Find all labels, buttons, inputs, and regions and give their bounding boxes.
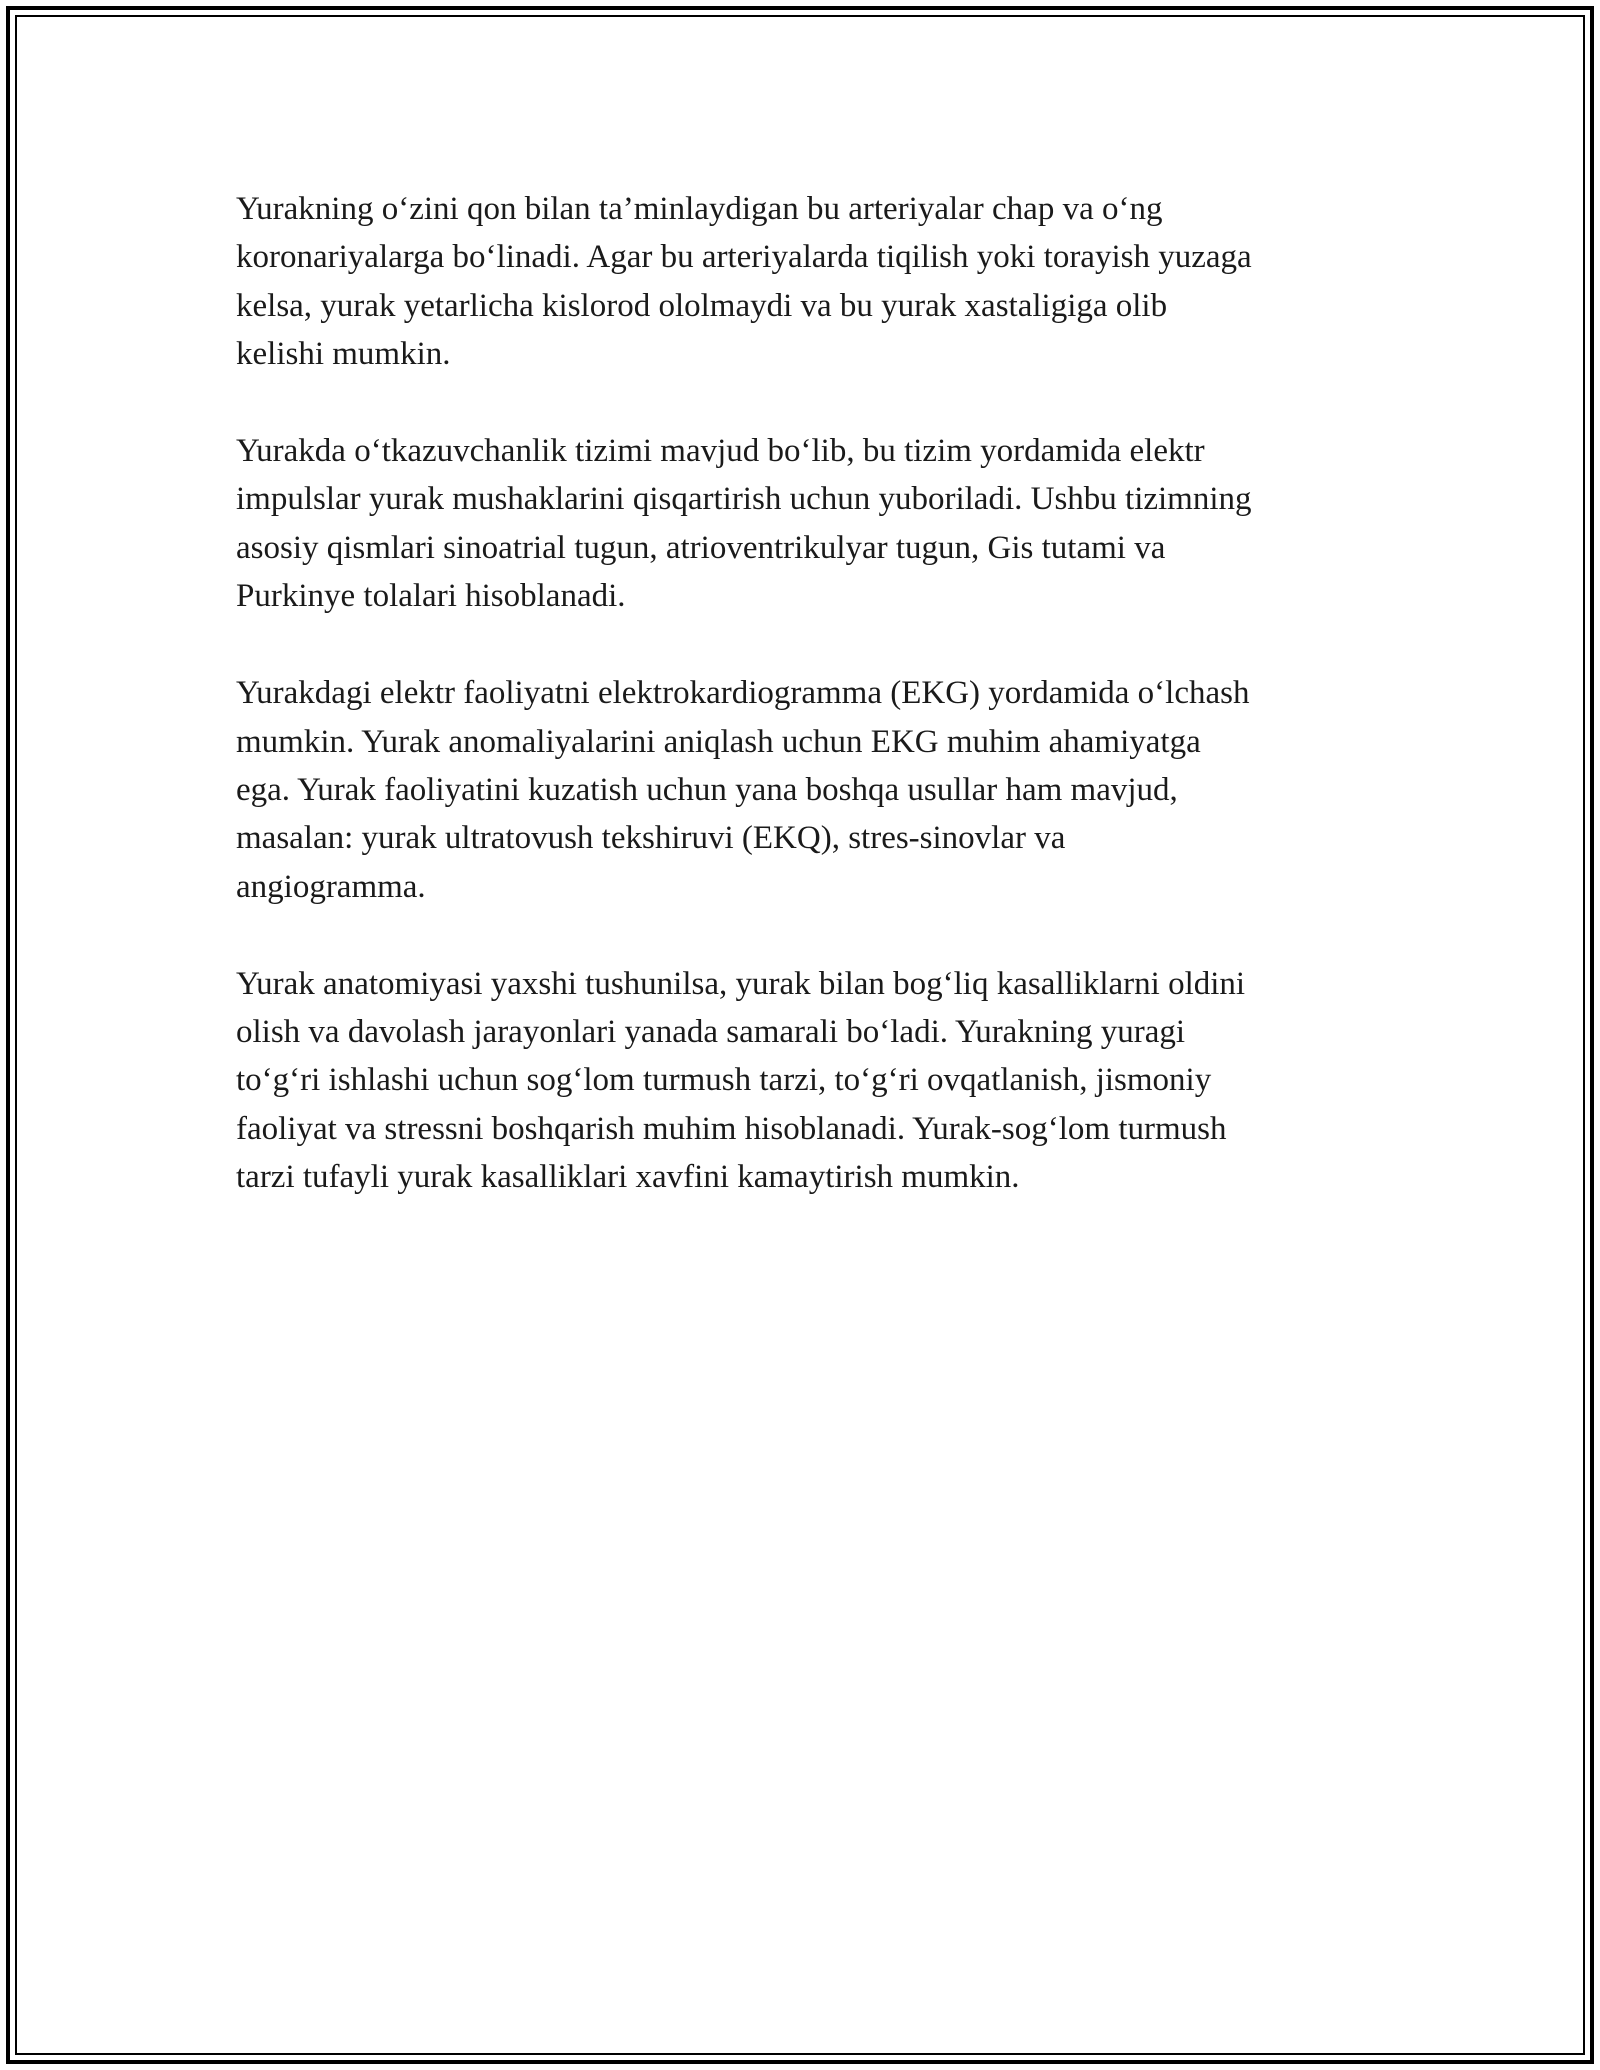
text-line: faoliyat va stressni boshqarish muhim hisoblanadi. Yurak-sog‘lom turmush [236, 1110, 1227, 1147]
document-body [236, 185, 1376, 1250]
text-line: asosiy qismlari sinoatrial tugun, atrioventrikulyar tugun, Gis tutami va [236, 529, 1166, 566]
text-line: to‘g‘ri ishlashi uchun sog‘lom turmush tarzi, to‘g‘ri ovqatlanish, jismoniy [236, 1062, 1212, 1099]
text-line: ega. Yurak faoliyatini kuzatish uchun yana boshqa usullar ham mavjud, [236, 771, 1178, 808]
text-line: koronariyalarga bo‘linadi. Agar bu arteriyalarda tiqilish yoki torayish yuzaga [236, 239, 1252, 276]
paragraph-conduction-system [236, 427, 1376, 620]
text-line: Yurakning o‘zini qon bilan ta’minlaydigan bu arteriyalar chap va o‘ng [236, 191, 1163, 227]
text-line: mumkin. Yurak anomaliyalarini aniqlash uchun EKG muhim ahamiyatga [236, 723, 1201, 760]
text-line: kelsa, yurak yetarlicha kislorod ololmaydi va bu yurak xastaligiga olib [236, 287, 1168, 324]
text-line: Yurak anatomiyasi yaxshi tushunilsa, yurak bilan bog‘liq kasalliklarni oldini [236, 965, 1246, 1002]
paragraph-healthy-lifestyle [236, 960, 1376, 1201]
text-line: masalan: yurak ultratovush tekshiruvi (EKQ), stres-sinovlar va [236, 820, 1066, 857]
text-line: impulslar yurak mushaklarini qisqartirish uchun yuboriladi. Ushbu tizimning [236, 481, 1252, 518]
text-line: olish va davolash jarayonlari yanada samarali bo‘ladi. Yurakning yuragi [236, 1014, 1186, 1051]
text-line: tarzi tufayli yurak kasalliklari xavfini kamaytirish mumkin. [236, 1159, 1020, 1196]
text-line: kelishi mumkin. [236, 335, 451, 372]
paragraph-ecg [236, 669, 1376, 910]
paragraph-coronary-arteries [236, 185, 1376, 378]
text-line: Purkinye tolalari hisoblanadi. [236, 578, 626, 615]
text-line: angiogramma. [236, 868, 426, 905]
text-line: Yurakdagi elektr faoliyatni elektrokardiogramma (EKG) yordamida o‘lchash [236, 675, 1250, 712]
text-line: Yurakda o‘tkazuvchanlik tizimi mavjud bo‘lib, bu tizim yordamida elektr [236, 433, 1205, 470]
